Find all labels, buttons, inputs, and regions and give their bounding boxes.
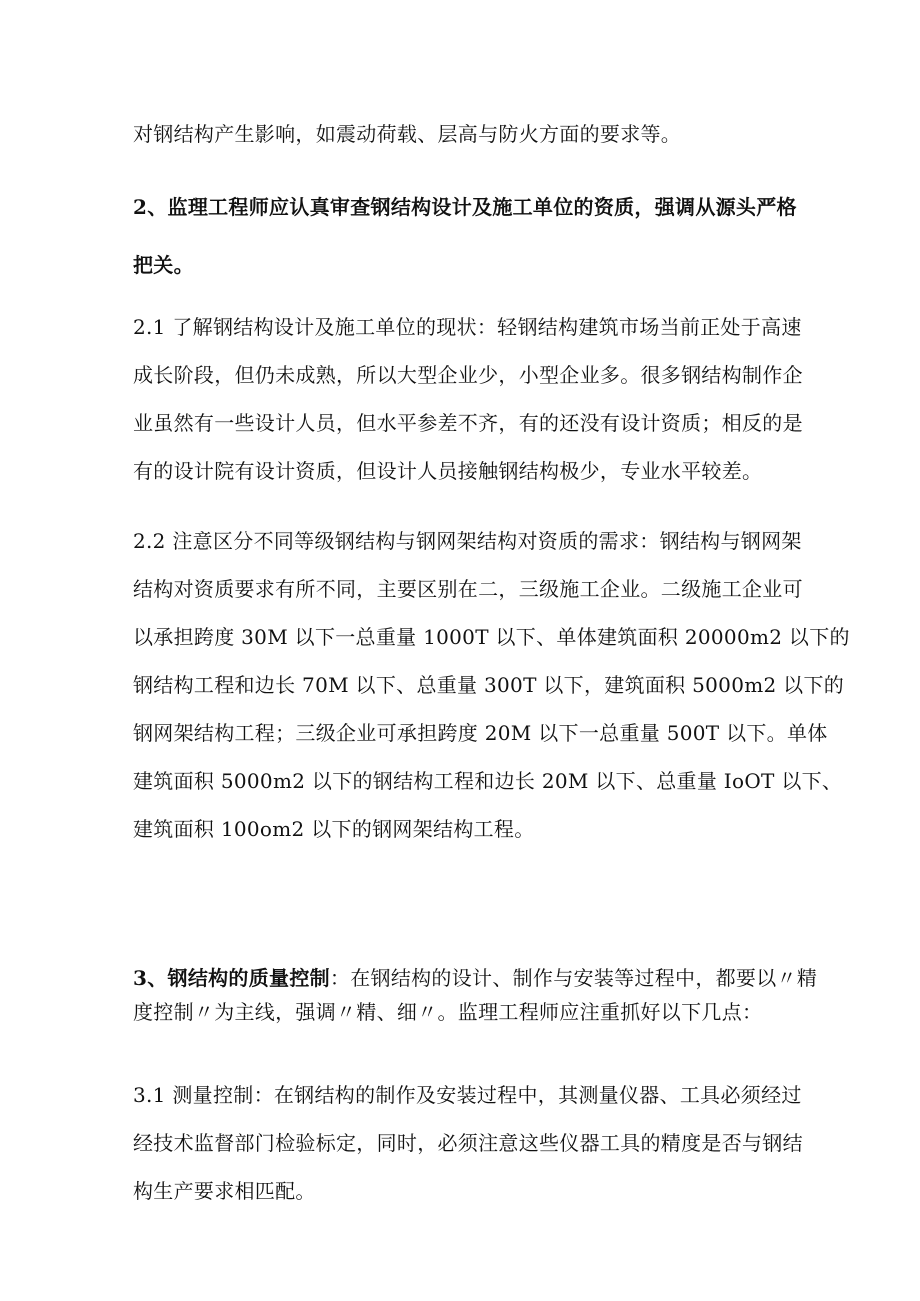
text-line: 钢网架结构工程；三级企业可承担跨度 20M 以下一总重量 500T 以下。单体 xyxy=(133,721,828,745)
paragraph-3-1 xyxy=(133,1071,803,1215)
text-line: 3.1 测量控制：在钢结构的制作及安装过程中，其测量仪器、工具必须经过 xyxy=(133,1083,802,1107)
text-line: 构生产要求相匹配。 xyxy=(133,1179,316,1203)
paragraph-2-2 xyxy=(133,517,850,853)
text-line: 有的设计院有设计资质，但设计人员接触钢结构极少，专业水平较差。 xyxy=(133,459,763,483)
text-line: 结构对资质要求有所不同，主要区别在二，三级施工企业。二级施工企业可 xyxy=(133,577,803,601)
heading-line: 把关。 xyxy=(133,253,194,277)
text-line: 经技术监督部门检验标定，同时，必须注意这些仪器工具的精度是否与钢结 xyxy=(133,1131,803,1155)
text-line: 对钢结构产生影响，如震动荷载、层高与防火方面的要求等。 xyxy=(133,122,682,146)
text-line: 2.1 了解钢结构设计及施工单位的现状：轻钢结构建筑市场当前正处于高速 xyxy=(133,315,802,339)
text-line: 建筑面积 100om2 以下的钢网架结构工程。 xyxy=(133,817,535,841)
section-3-title: 3、钢结构的质量控制 xyxy=(133,966,330,990)
text-line: 业虽然有一些设计人员，但水平参差不齐，有的还没有设计资质；相反的是 xyxy=(133,411,803,435)
text-line: 钢结构工程和边长 70M 以下、总重量 300T 以下，建筑面积 5000m2 以下的 xyxy=(133,673,845,697)
heading-line: 度控制〃为主线，强调〃精、细〃。监理工程师应注重抓好以下几点： xyxy=(133,1000,763,1024)
section-2-heading xyxy=(133,178,797,294)
text-line: 以承担跨度 30M 以下一总重量 1000T 以下、单体建筑面积 20000m2 以下的 xyxy=(133,625,850,649)
text-line: 建筑面积 5000m2 以下的钢结构工程和边长 20M 以下、总重量 IoOT 以下、 xyxy=(133,769,843,793)
intro-paragraph xyxy=(133,110,797,158)
text-line: 2.2 注意区分不同等级钢结构与钢网架结构对资质的需求：钢结构与钢网架 xyxy=(133,529,802,553)
text-line: 成长阶段，但仍未成熟，所以大型企业少，小型企业多。很多钢结构制作企 xyxy=(133,363,803,387)
section-3-title-rest: ：在钢结构的设计、制作与安装等过程中，都要以〃精 xyxy=(329,966,818,990)
paragraph-2-1 xyxy=(133,303,803,495)
heading-line xyxy=(133,961,818,995)
section-3-heading xyxy=(133,961,818,1029)
heading-line: 2、监理工程师应认真审查钢结构设计及施工单位的资质，强调从源头严格 xyxy=(133,195,797,219)
